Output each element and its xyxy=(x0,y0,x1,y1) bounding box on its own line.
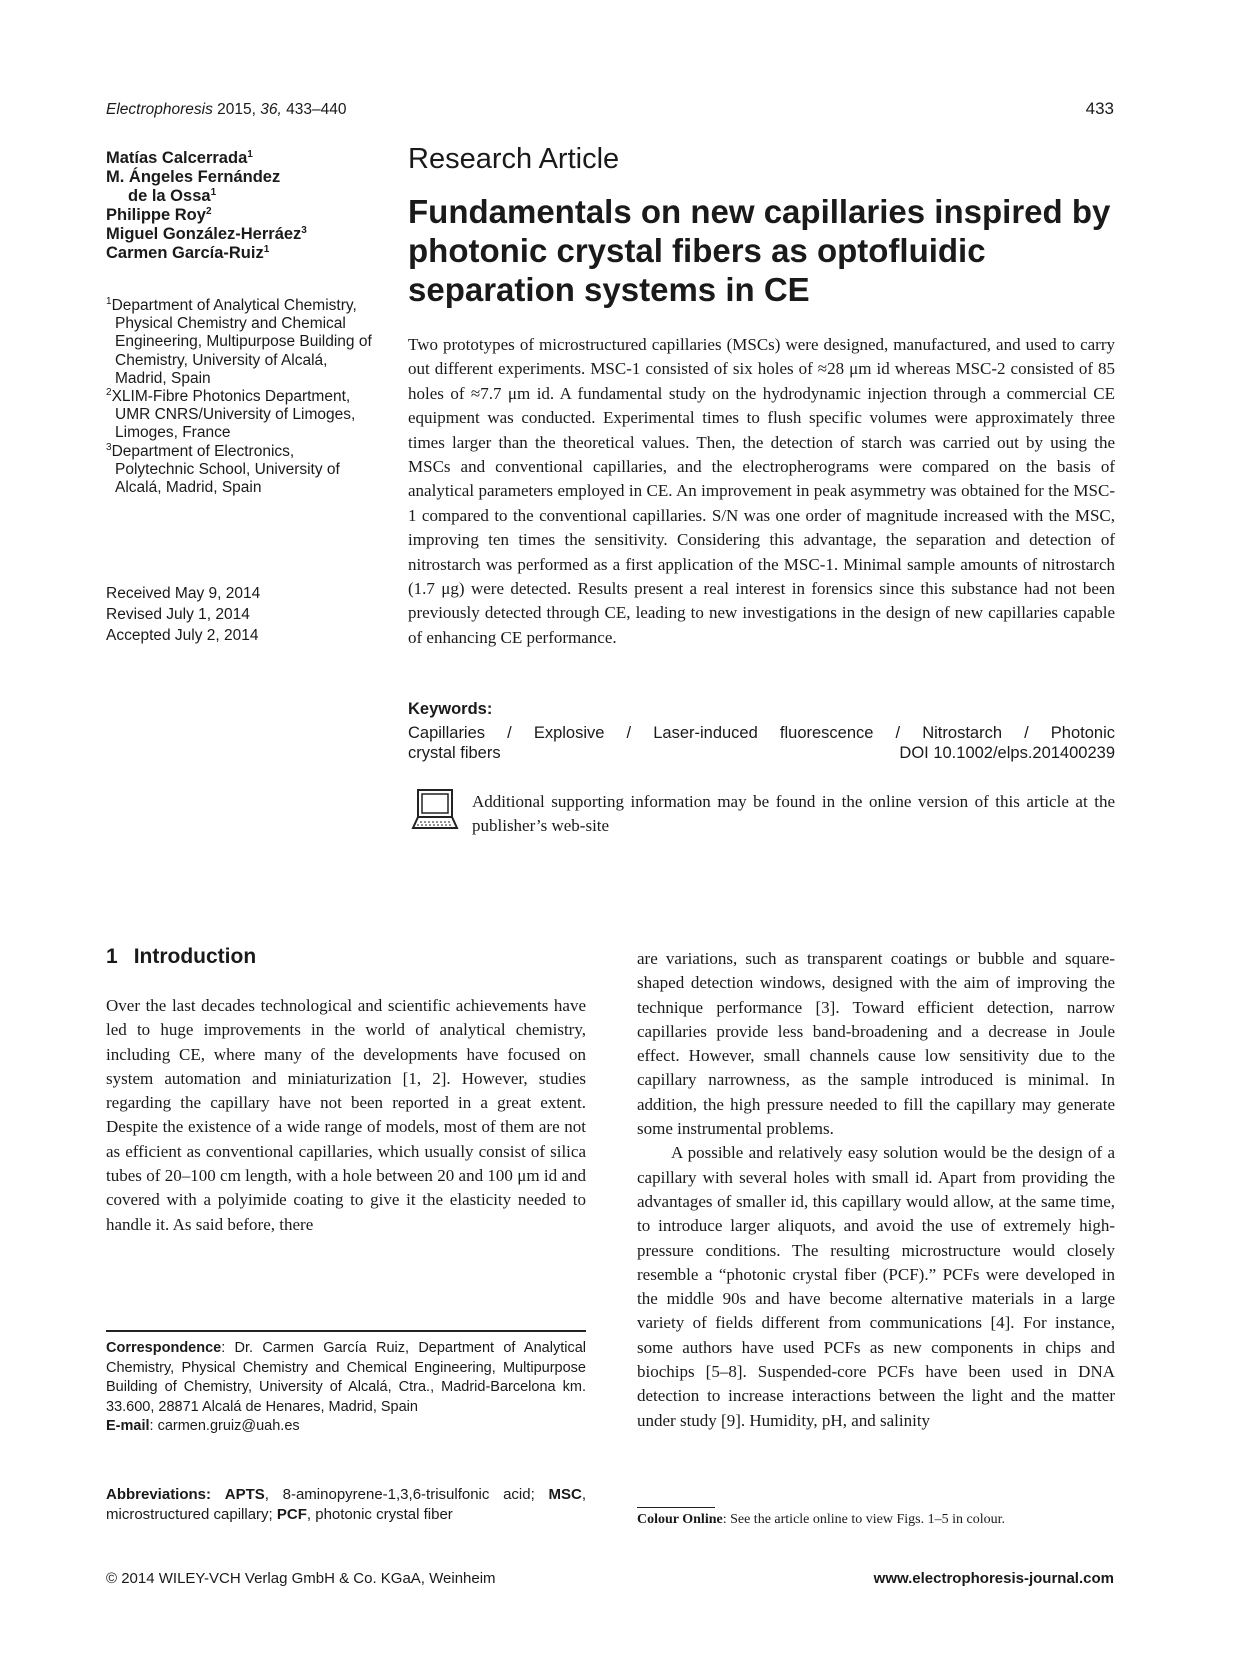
intro-paragraph: A possible and relatively easy solution would be the design of a capillary with several holes with small id. Apart from providing the advantages of smaller id, this capillary would allow, at the same time, to introduce larger aliquots, and avoid the use of extremely high-pressure conditions. The resulting microstructure would closely resemble a “photonic crystal fiber (PCF).” PCFs were developed in the middle 90s and have become alternative materials in a large variety of fields different from communications [4]. For instance, some authors have used PCFs as new components in chips and biochips [5–8]. Suspended-core PCFs have been used in DNA detection to increase interactions between the light and the matter under study [9]. Humidity, pH, and salinity xyxy=(637,1143,1115,1430)
revised-date: Revised July 1, 2014 xyxy=(106,606,250,623)
keywords-doi-line xyxy=(408,743,1115,763)
abbreviations-label: Abbreviations: xyxy=(106,1486,212,1503)
article-dates xyxy=(106,583,260,646)
journal-year: 2015, xyxy=(217,101,256,118)
journal-website-link[interactable]: www.electrophoresis-journal.com xyxy=(873,1570,1114,1587)
author-list xyxy=(106,149,366,263)
colour-online-label: Colour Online xyxy=(637,1512,723,1527)
journal-name: Electrophoresis xyxy=(106,101,213,118)
computer-icon xyxy=(411,788,459,832)
abbreviation-term: MSC xyxy=(548,1486,582,1503)
section-title: Introduction xyxy=(133,945,257,968)
intro-column-right xyxy=(637,947,1115,1433)
author-name-continued: de la Ossa$^1$ xyxy=(128,187,217,205)
email-label: E-mail xyxy=(106,1418,150,1435)
author-name: M. Ángeles Fernández xyxy=(106,168,281,186)
keywords-list: Capillaries / Explosive / Laser-induced fluorescence / Nitrostarch / Photonic xyxy=(408,724,1115,742)
intro-paragraph: Over the last decades technological and scientific achievements have led to huge improvements in the world of analytical chemistry, including CE, where many of the developments have focused on system automation and miniaturization [1, 2]. However, studies regarding the capillary have not been reported in a great extent. Despite the existence of a wide range of models, most of them are not as efficient as conventional capillaries, which usually consist of silica tubes of 20–100 cm length, with a hole between 20 and 100 μm id and covered with a polyimide coating to give it the elasticity needed to handle it. As said before, there xyxy=(106,996,586,1234)
section-heading xyxy=(106,945,256,969)
footnote-divider xyxy=(637,1507,715,1508)
author-name: Philippe Roy$^2$ xyxy=(106,206,212,224)
correspondence-text: : Dr. Carmen García Ruiz, Department of Analytical Chemistry, Physical Chemistry and Chemical Engineering, Multipurpose Building of Chemistry, University of Alcalá, Ctra., Madrid-Barcelona km. 33.600, 28871 Alcalá de Henares, Madrid, Spain xyxy=(106,1340,586,1415)
correspondence-note xyxy=(106,1339,586,1437)
abbreviation-term: APTS xyxy=(224,1486,265,1503)
copyright-notice: © 2014 WILEY-VCH Verlag GmbH & Co. KGaA, Weinheim xyxy=(106,1570,496,1587)
keywords-heading: Keywords: xyxy=(408,700,493,718)
email-address[interactable]: : carmen.gruiz@uah.es xyxy=(149,1418,300,1435)
correspondence-label: Correspondence xyxy=(106,1340,222,1356)
footnote-divider xyxy=(106,1330,586,1332)
journal-pages: 433–440 xyxy=(286,101,347,118)
abstract: Two prototypes of microstructured capillaries (MSCs) were designed, manufactured, and used to carry out different experiments. MSC-1 consisted of six holes of ≈28 μm id whereas MSC-2 consisted of 85 holes of ≈7.7 μm id. A fundamental study on the hydrodynamic injection through a commercial CE equipment was conducted. Experimental times to flush specific volumes were approximately three times larger than the theoretical values. Then, the detection of starch was carried out by using the MSCs and conventional capillaries, and the electropherograms were compared on the basis of analytical parameters employed in CE. An improvement in peak asymmetry was obtained for the MSC-1 compared to the conventional capillaries. S/N was one order of magnitude increased with the MSC, improving ten times the sensitivity. Considering this advantage, the separation and detection of nitrostarch was performed as a first application of the MSC-1. Minimal sample amounts of nitrostarch (1.7 μg) were detected. Results present a real interest in forensics since this substance had not been previously detected through CE, leading to new investigations in the design of new capillaries capable of enhancing CE performance. xyxy=(408,335,1115,647)
abbreviations-note xyxy=(106,1485,586,1525)
affiliation: $^1$Department of Analytical Chemistry, Physical Chemistry and Chemical Engineering, Multipurpose Building of Chemistry, University of Alcalá, Madrid, Spain xyxy=(106,296,372,387)
affiliation: $^2$XLIM-Fibre Photonics Department, UMR CNRS/University of Limoges, Limoges, France xyxy=(106,387,356,442)
author-name: Carmen García-Ruiz$^1$ xyxy=(106,244,270,262)
intro-paragraph: are variations, such as transparent coatings or bubble and square-shaped detection windows, designed with the aim of improving the technique performance [3]. Toward efficient detection, narrow capillaries provide less band-broadening and a decrease in Joule effect. However, small channels cause low sensitivity due to the capillary narrowness, as the sample introduced is minimal. In addition, the high pressure needed to fill the capillary may generate some instrumental problems. xyxy=(637,949,1115,1139)
journal-volume: 36, xyxy=(260,101,282,118)
article-type: Research Article xyxy=(408,143,620,175)
abbreviation-definition: , photonic crystal fiber xyxy=(306,1506,453,1523)
abbreviation-definition: , 8-aminopyrene-1,3,6-trisulfonic acid; xyxy=(264,1486,549,1503)
colour-online-note xyxy=(637,1512,1005,1528)
affiliation: $^3$Department of Electronics, Polytechnic School, University of Alcalá, Madrid, Spain xyxy=(106,441,340,497)
supporting-info-note: Additional supporting information may be found in the online version of this article at the publisher’s web-site xyxy=(472,792,1115,835)
section-number: 1 xyxy=(106,945,118,968)
article-title: Fundamentals on new capillaries inspired by photonic crystal fibers as optofluidic separation systems in CE xyxy=(408,193,1111,308)
keywords-continued: crystal fibers xyxy=(408,744,501,762)
journal-reference xyxy=(106,101,346,119)
accepted-date: Accepted July 2, 2014 xyxy=(106,627,259,644)
received-date: Received May 9, 2014 xyxy=(106,585,261,602)
doi-link[interactable]: DOI 10.1002/elps.201400239 xyxy=(899,744,1115,762)
author-name: Miguel González-Herráez$^3$ xyxy=(106,225,307,243)
page-number: 433 xyxy=(1085,99,1114,118)
author-name: Matías Calcerrada$^1$ xyxy=(106,149,253,167)
colour-online-text: : See the article online to view Figs. 1–5 in colour. xyxy=(722,1512,1005,1527)
abbreviation-definition: , microstructured capillary; xyxy=(106,1486,586,1523)
abbreviation-term: PCF xyxy=(276,1506,307,1523)
affiliation-list xyxy=(106,297,376,497)
